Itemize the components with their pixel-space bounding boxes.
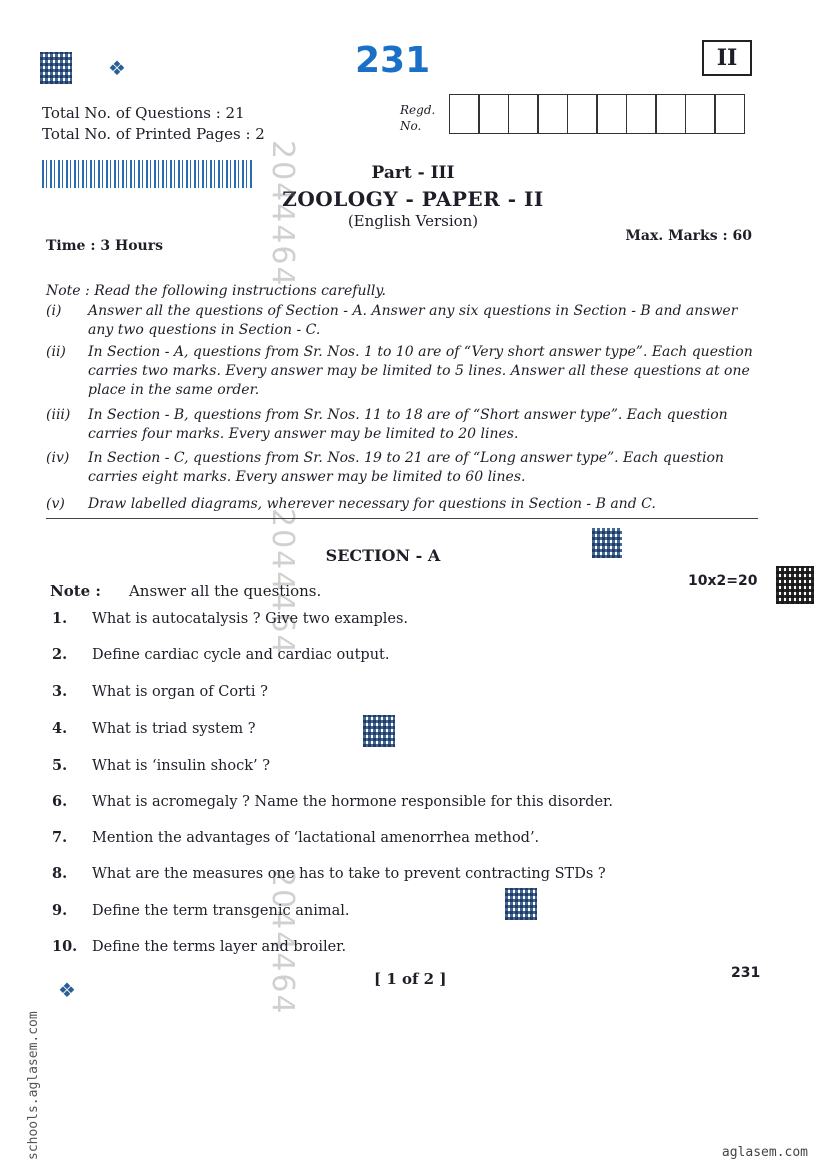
question-text: Define cardiac cycle and cardiac output.	[92, 647, 390, 663]
section-a-note	[50, 582, 321, 600]
instruction-text: Draw labelled diagrams, wherever necessary for questions in Section - B and C.	[88, 496, 656, 512]
instruction-text: In Section - B, questions from Sr. Nos. 11 to 18 are of “Short answer type”. Each question carries four marks. Every answer may be limited to 20 lines.	[88, 407, 728, 442]
instruction-item	[46, 406, 758, 444]
qr-code-icon	[363, 715, 395, 747]
regd-label-line1: Regd.	[400, 103, 436, 117]
question-item	[52, 646, 389, 663]
instruction-number: (v)	[46, 496, 65, 512]
question-number: 3.	[52, 683, 68, 700]
question-number: 4.	[52, 720, 68, 737]
time-allowed: Time : 3 Hours	[46, 238, 163, 254]
question-text: Mention the advantages of ‘lactational amenorrhea method’.	[92, 830, 540, 846]
question-item	[52, 610, 408, 627]
watermark-bottom: 2044464	[265, 868, 300, 1016]
question-number: 10.	[52, 938, 78, 955]
watermark-top: 2044464	[265, 140, 300, 288]
page-indicator: [ 1 of 2 ]	[374, 970, 447, 988]
regd-box[interactable]	[655, 94, 686, 134]
instruction-text: In Section - C, questions from Sr. Nos. 19 to 21 are of “Long answer type”. Each question carries eight marks. Every answer may be limited to 60 lines.	[88, 450, 724, 485]
paper-code: 231	[355, 40, 431, 81]
section-a-title: SECTION - A	[325, 546, 441, 565]
question-text: What is autocatalysis ? Give two examples.	[92, 611, 409, 627]
site-watermark-bottom[interactable]: aglasem.com	[721, 1145, 808, 1160]
instruction-item	[46, 495, 758, 514]
instructions-note-text: Note : Read the following instructions carefully.	[46, 283, 386, 299]
instruction-item	[46, 302, 758, 340]
question-text: What is ‘insulin shock’ ?	[92, 758, 271, 774]
diamond-ornament-icon: ❖	[108, 56, 126, 80]
regd-box[interactable]	[685, 94, 716, 134]
question-item	[52, 757, 270, 774]
question-number: 6.	[52, 793, 68, 810]
question-number: 5.	[52, 757, 68, 774]
question-number: 9.	[52, 902, 68, 919]
max-marks: Max. Marks : 60	[625, 228, 752, 244]
question-item	[52, 902, 349, 919]
footer-paper-code: 231	[731, 965, 761, 981]
instruction-item	[46, 343, 758, 400]
question-item	[52, 938, 346, 955]
regd-box[interactable]	[537, 94, 568, 134]
question-item	[52, 720, 256, 737]
question-item	[52, 793, 613, 810]
instruction-number: (iv)	[46, 450, 70, 466]
version-label: (English Version)	[347, 212, 479, 230]
instructions-note	[46, 282, 758, 301]
regd-box[interactable]	[449, 94, 480, 134]
set-code-box: II	[702, 40, 752, 76]
question-item	[52, 865, 606, 882]
instruction-number: (i)	[46, 303, 62, 319]
regd-box[interactable]	[626, 94, 657, 134]
instruction-item	[46, 449, 758, 487]
qr-code-icon	[592, 528, 622, 558]
question-text: What is triad system ?	[92, 721, 256, 737]
question-item	[52, 829, 539, 846]
section-a-note-text: Answer all the questions.	[128, 582, 322, 600]
instruction-text: In Section - A, questions from Sr. Nos. 1 to 10 are of “Very short answer type”. Each question carries two marks. Every answer may be limited to 5 lines. Answer all these questions at one place in the same order.	[88, 344, 753, 398]
question-text: What is organ of Corti ?	[92, 684, 268, 700]
regd-label-line2: No.	[400, 119, 422, 133]
question-number: 1.	[52, 610, 68, 627]
question-text: What is acromegaly ? Name the hormone responsible for this disorder.	[92, 794, 613, 810]
instruction-text: Answer all the questions of Section - A. Answer any six questions in Section - B and answer any two questions in Section - C.	[88, 303, 738, 338]
marks-scheme: 10x2=20	[688, 573, 758, 589]
regd-box[interactable]	[478, 94, 509, 134]
regd-box[interactable]	[596, 94, 627, 134]
question-text: What are the measures one has to take to prevent contracting STDs ?	[92, 866, 606, 882]
question-number: 8.	[52, 865, 68, 882]
question-text: Define the term transgenic animal.	[92, 903, 350, 919]
qr-code-icon	[505, 888, 537, 920]
question-text: Define the terms layer and broiler.	[92, 939, 347, 955]
regd-number-boxes[interactable]	[450, 94, 745, 134]
regd-box[interactable]	[567, 94, 598, 134]
total-pages: Total No. of Printed Pages : 2	[42, 125, 265, 143]
regd-label	[400, 102, 435, 134]
site-watermark-side[interactable]: schools.aglasem.com	[26, 1011, 41, 1160]
qr-code-icon	[40, 52, 72, 84]
instruction-number: (ii)	[46, 344, 66, 360]
watermark-middle: 2044464	[265, 508, 300, 656]
regd-box[interactable]	[508, 94, 539, 134]
qr-code-icon	[776, 566, 814, 604]
section-a-note-label: Note :	[50, 582, 101, 600]
diamond-ornament-icon: ❖	[58, 978, 76, 1002]
instruction-number: (iii)	[46, 407, 71, 423]
regd-box[interactable]	[714, 94, 745, 134]
part-heading: Part - III	[371, 163, 455, 183]
question-item	[52, 683, 268, 700]
subject-title: ZOOLOGY - PAPER - II	[282, 187, 544, 211]
divider	[46, 518, 758, 519]
question-number: 2.	[52, 646, 68, 663]
total-questions: Total No. of Questions : 21	[42, 104, 245, 122]
question-number: 7.	[52, 829, 68, 846]
